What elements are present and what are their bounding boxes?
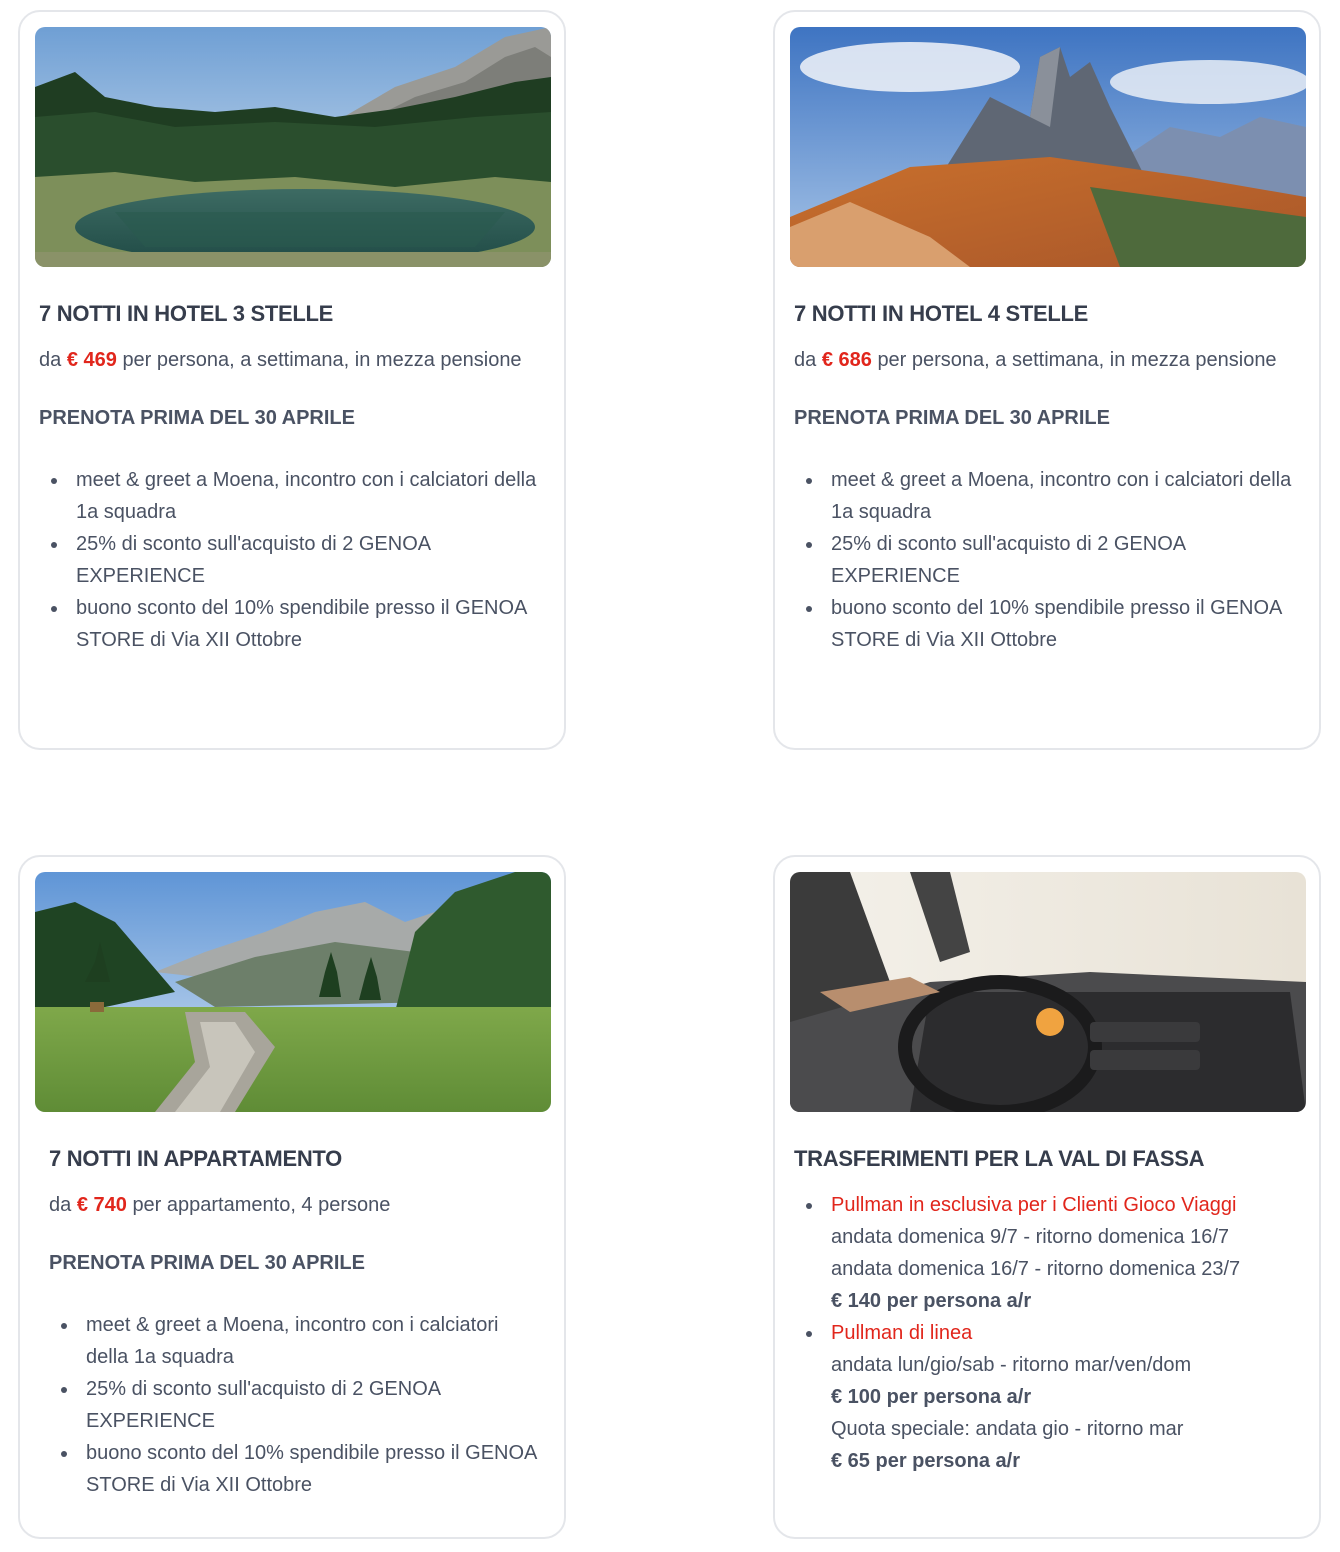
transfer-option-exclusive [794, 1189, 1294, 1317]
booking-deadline: PRENOTA PRIMA DEL 30 APRILE [49, 1252, 365, 1274]
price-line: da € 740 per appartamento, 4 persone [49, 1194, 391, 1216]
offer-price: € 686 [821, 349, 872, 371]
perk-item: buono sconto del 10% spendibile presso il GENOA STORE di Via XII Ottobre [39, 592, 539, 656]
transfer-title: TRASFERIMENTI PER LA VAL DI FASSA [794, 1146, 1205, 1171]
perk-item: 25% di sconto sull'acquisto di 2 GENOA EXPERIENCE [794, 528, 1294, 592]
card-content [49, 1143, 539, 1501]
transfer-option-name: Pullman di linea [831, 1322, 973, 1344]
price-line: da € 469 per persona, a settimana, in mezza pensione [39, 349, 522, 371]
transfer-card[interactable] [773, 855, 1321, 1539]
lake-forest-image [35, 27, 551, 267]
perk-item: meet & greet a Moena, incontro con i calciatori della 1a squadra [49, 1309, 539, 1373]
offer-card-apartment[interactable] [18, 855, 566, 1539]
offer-title: 7 NOTTI IN APPARTAMENTO [49, 1146, 342, 1171]
perk-item: buono sconto del 10% spendibile presso il GENOA STORE di Via XII Ottobre [794, 592, 1294, 656]
valley-photo [35, 872, 551, 1112]
perk-item: buono sconto del 10% spendibile presso il GENOA STORE di Via XII Ottobre [49, 1437, 539, 1501]
transfer-option-scheduled [794, 1317, 1294, 1477]
transfer-options-list [794, 1189, 1294, 1477]
transfer-schedule: andata lun/gio/sab - ritorno mar/ven/dom [831, 1354, 1192, 1376]
bus-cockpit-image [790, 872, 1306, 1112]
perks-list [39, 464, 539, 656]
transfer-option-name: Pullman in esclusiva per i Clienti Gioco Viaggi [831, 1194, 1237, 1216]
offer-title: 7 NOTTI IN HOTEL 4 STELLE [794, 301, 1089, 326]
perk-item: meet & greet a Moena, incontro con i calciatori della 1a squadra [39, 464, 539, 528]
perk-item: 25% di sconto sull'acquisto di 2 GENOA EXPERIENCE [39, 528, 539, 592]
offer-title: 7 NOTTI IN HOTEL 3 STELLE [39, 301, 334, 326]
transfer-schedule: andata domenica 16/7 - ritorno domenica 23/7 [831, 1258, 1241, 1280]
transfer-special-offer: Quota speciale: andata gio - ritorno mar [831, 1418, 1184, 1440]
lake-forest-photo [35, 27, 551, 267]
booking-deadline: PRENOTA PRIMA DEL 30 APRILE [794, 407, 1110, 429]
offer-card-hotel-4-stars[interactable] [773, 10, 1321, 750]
transfer-special-price: € 65 per persona a/r [831, 1450, 1020, 1472]
price-line: da € 686 per persona, a settimana, in mezza pensione [794, 349, 1277, 371]
transfer-schedule: andata domenica 9/7 - ritorno domenica 16/7 [831, 1226, 1230, 1248]
transfer-price: € 100 per persona a/r [831, 1386, 1032, 1408]
card-content [39, 298, 539, 656]
transfer-price: € 140 per persona a/r [831, 1290, 1032, 1312]
perk-item: 25% di sconto sull'acquisto di 2 GENOA EXPERIENCE [49, 1373, 539, 1437]
perks-list [49, 1309, 539, 1501]
dolomites-image [790, 27, 1306, 267]
dolomites-photo [790, 27, 1306, 267]
valley-image [35, 872, 551, 1112]
perks-list [794, 464, 1294, 656]
offer-price: € 469 [66, 349, 117, 371]
bus-cockpit-photo [790, 872, 1306, 1112]
offer-card-hotel-3-stars[interactable] [18, 10, 566, 750]
perk-item: meet & greet a Moena, incontro con i calciatori della 1a squadra [794, 464, 1294, 528]
card-content [794, 298, 1294, 656]
offer-price: € 740 [76, 1194, 127, 1216]
booking-deadline: PRENOTA PRIMA DEL 30 APRILE [39, 407, 355, 429]
card-content [794, 1143, 1294, 1477]
